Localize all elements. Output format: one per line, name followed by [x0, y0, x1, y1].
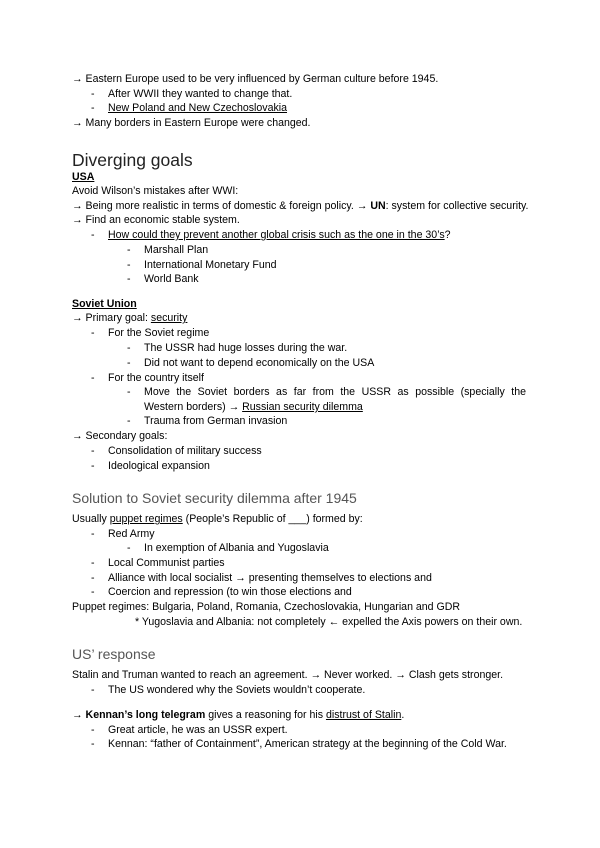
text-line [72, 199, 528, 213]
section-heading: US’ response [72, 646, 156, 662]
list-item: In exemption of Albania and Yugoslavia [144, 542, 329, 554]
text-line [72, 311, 187, 325]
text-run: Western borders) → [144, 401, 243, 413]
list-item: International Monetary Fund [144, 259, 277, 271]
bullet-dash: - [127, 259, 131, 271]
text-run: → Primary goal: [72, 312, 151, 324]
text-run: Kennan’s long telegram [85, 709, 206, 721]
text-line: → Find an economic stable system. [72, 214, 240, 226]
list-item: Coercion and repression (to win those elections and [108, 586, 352, 598]
text-line: Avoid Wilson’s mistakes after WWI: [72, 185, 239, 197]
bullet-dash: - [127, 357, 131, 369]
bullet-dash: - [91, 586, 95, 598]
text-line: Puppet regimes: Bulgaria, Poland, Romania, Czechoslovakia, Hungarian and GDR [72, 601, 461, 613]
text-line: → Eastern Europe used to be very influenced by German culture before 1945. [72, 73, 439, 85]
list-item: Marshall Plan [144, 244, 209, 256]
text-run: UN [370, 200, 386, 212]
bullet-dash: - [91, 102, 95, 114]
footnote: * Yugoslavia and Albania: not completely ← expelled the Axis powers on their own. [135, 616, 523, 628]
bullet-dash: - [127, 415, 131, 427]
bullet-dash: - [91, 724, 95, 736]
bullet-dash: - [91, 372, 95, 384]
section-heading: Diverging goals [72, 150, 193, 170]
text-run: → [72, 709, 86, 721]
list-item: Red Army [108, 528, 155, 540]
text-run: . [401, 709, 405, 721]
bullet-dash: - [91, 327, 95, 339]
list-item: Alliance with local socialist → presenting themselves to elections and [108, 572, 432, 584]
list-item: For the Soviet regime [108, 327, 210, 339]
list-item: Move the Soviet borders as far from the USSR as possible (specially the [144, 386, 526, 398]
list-item: Consolidation of military success [108, 445, 262, 457]
subheading: Soviet Union [72, 298, 137, 310]
text-run: ) formed by: [306, 513, 363, 525]
bullet-dash: - [91, 557, 95, 569]
text-line: → Secondary goals: [72, 430, 168, 442]
text-line: Stalin and Truman wanted to reach an agreement. → Never worked. → Clash gets stronger. [72, 669, 504, 681]
bullet-dash: - [127, 244, 131, 256]
list-item: Ideological expansion [108, 460, 210, 472]
bullet-dash: - [91, 445, 95, 457]
list-item: Trauma from German invasion [144, 415, 288, 427]
text-run: How could they prevent another global crisis such as the one in the 30’s [108, 229, 445, 241]
bullet-dash: - [127, 273, 131, 285]
text-run: Russian security dilemma [242, 401, 363, 413]
bullet-dash: - [91, 229, 95, 241]
list-item: World Bank [144, 273, 199, 285]
list-item: The USSR had huge losses during the war. [144, 342, 348, 354]
text-line: → Many borders in Eastern Europe were changed. [72, 117, 311, 129]
bullet-dash: - [127, 386, 131, 398]
text-line: New Poland and New Czechoslovakia [108, 102, 288, 114]
list-item: The US wondered why the Soviets wouldn’t cooperate. [108, 684, 366, 696]
text-line [144, 400, 363, 414]
text-run: ? [444, 229, 451, 241]
text-run: ___ [288, 513, 307, 525]
text-line [72, 512, 363, 526]
text-line [108, 228, 451, 242]
section-heading: Solution to Soviet security dilemma after 1945 [72, 490, 357, 506]
list-item: Did not want to depend economically on the USA [144, 357, 375, 369]
text-run: gives a reasoning for his [205, 709, 326, 721]
text-line: After WWII they wanted to change that. [108, 88, 293, 100]
text-run: puppet regimes [109, 513, 183, 525]
bullet-dash: - [91, 738, 95, 750]
text-run: distrust of Stalin [325, 709, 402, 721]
text-run: → Being more realistic in terms of domestic & foreign policy. → [72, 200, 371, 212]
list-item: Kennan: “father of Containment”, American strategy at the beginning of the Cold War. [108, 738, 507, 750]
list-item: Local Communist parties [108, 557, 225, 569]
bullet-dash: - [91, 684, 95, 696]
text-run: : system for collective security. [385, 200, 529, 212]
text-run: security [150, 312, 188, 324]
bullet-dash: - [91, 88, 95, 100]
list-item: Great article, he was an USSR expert. [108, 724, 288, 736]
text-run: Usually [72, 513, 110, 525]
bullet-dash: - [91, 572, 95, 584]
list-item: For the country itself [108, 372, 204, 384]
bullet-dash: - [127, 542, 131, 554]
text-line [72, 708, 404, 722]
bullet-dash: - [91, 460, 95, 472]
text-run: (People’s Republic of [182, 513, 289, 525]
bullet-dash: - [91, 528, 95, 540]
bullet-dash: - [127, 342, 131, 354]
subheading: USA [72, 171, 95, 183]
